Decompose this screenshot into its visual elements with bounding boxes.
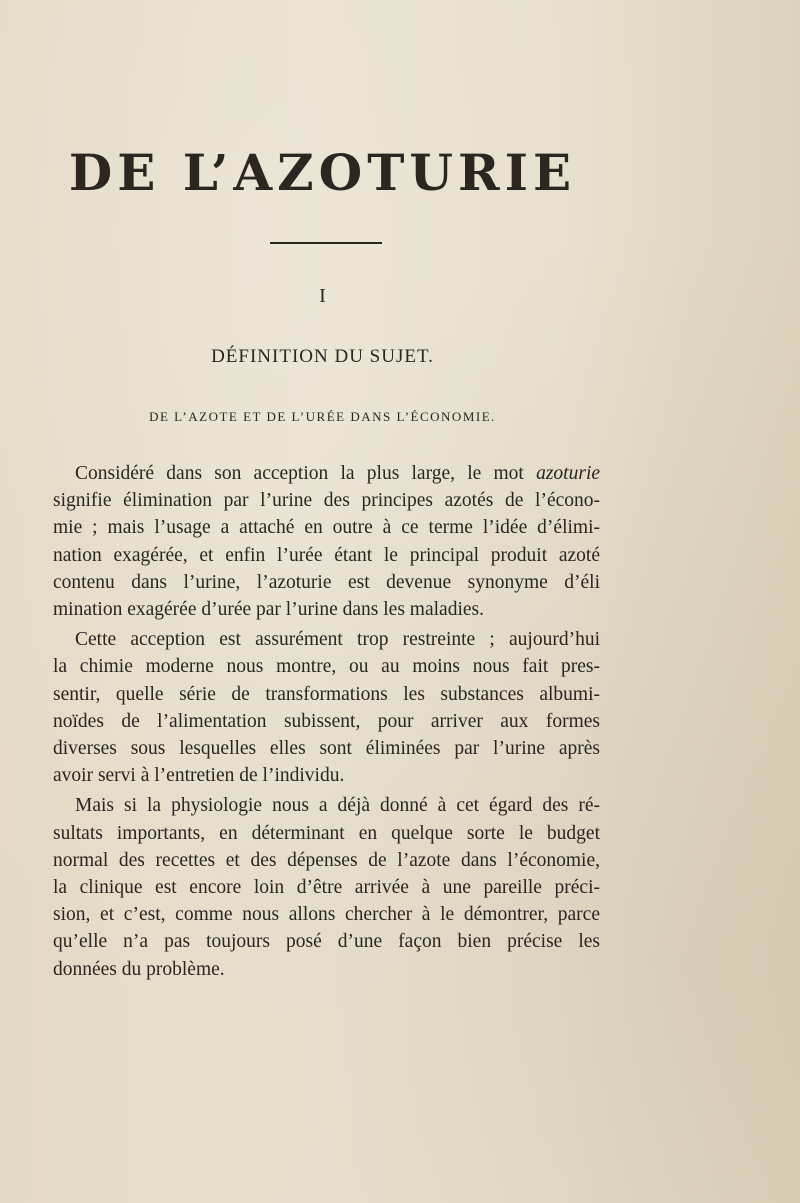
text-line: avoir servi à l’entretien de l’individu. bbox=[53, 765, 345, 787]
text-line: Mais si la physiologie nous a déjà donné à cet égard des ré- bbox=[75, 795, 600, 817]
text-line: signifie élimination par l’urine des principes azotés de l’écono- bbox=[53, 490, 600, 512]
text-line: sultats importants, en déterminant en quelque sorte le budget bbox=[53, 822, 600, 844]
text-line bbox=[53, 460, 600, 487]
paragraph-1 bbox=[53, 460, 600, 623]
text-line: contenu dans l’urine, l’azoturie est devenue synonyme d’éli bbox=[53, 571, 600, 593]
text-line: nation exagérée, et enfin l’urée étant le principal produit azoté bbox=[53, 544, 600, 566]
text-line: la chimie moderne nous montre, ou au moins nous fait pres- bbox=[53, 656, 600, 678]
text-line: la clinique est encore loin d’être arrivée à une pareille préci- bbox=[53, 877, 600, 899]
section-number: I bbox=[319, 285, 326, 307]
text-line: données du problème. bbox=[53, 958, 225, 980]
text-line: sion, et c’est, comme nous allons chercher à le démontrer, parce bbox=[53, 904, 600, 926]
section-subtitle: DE L’AZOTE ET DE L’URÉE DANS L’ÉCONOMIE. bbox=[149, 409, 496, 424]
body-text bbox=[53, 460, 600, 983]
emphasis-term: azoturie bbox=[536, 463, 601, 484]
text-line: Cette acception est assurément trop restreinte ; aujourd’hui bbox=[75, 629, 600, 651]
page-title: DE L’AZOTURIE bbox=[68, 143, 577, 202]
text-line: mie ; mais l’usage a attaché en outre à ce terme l’idée d’élimi- bbox=[53, 517, 600, 539]
paragraph-2 bbox=[53, 626, 600, 789]
text-line: sentir, quelle série de transformations les substances albumi- bbox=[53, 683, 600, 705]
paragraph-3 bbox=[53, 792, 600, 982]
text-line: mination exagérée d’urée par l’urine dans les maladies. bbox=[53, 599, 484, 621]
text-line: diverses sous lesquelles elles sont éliminées par l’urine après bbox=[53, 738, 600, 760]
section-title: DÉFINITION DU SUJET. bbox=[211, 346, 434, 367]
title-rule bbox=[270, 242, 382, 244]
text-line: noïdes de l’alimentation subissent, pour arriver aux formes bbox=[53, 710, 600, 732]
text-line-part: Considéré dans son acception la plus large, le mot bbox=[75, 463, 524, 484]
text-line: qu’elle n’a pas toujours posé d’une façon bien précise les bbox=[53, 931, 600, 953]
text-line: normal des recettes et des dépenses de l’azote dans l’économie, bbox=[53, 849, 600, 871]
